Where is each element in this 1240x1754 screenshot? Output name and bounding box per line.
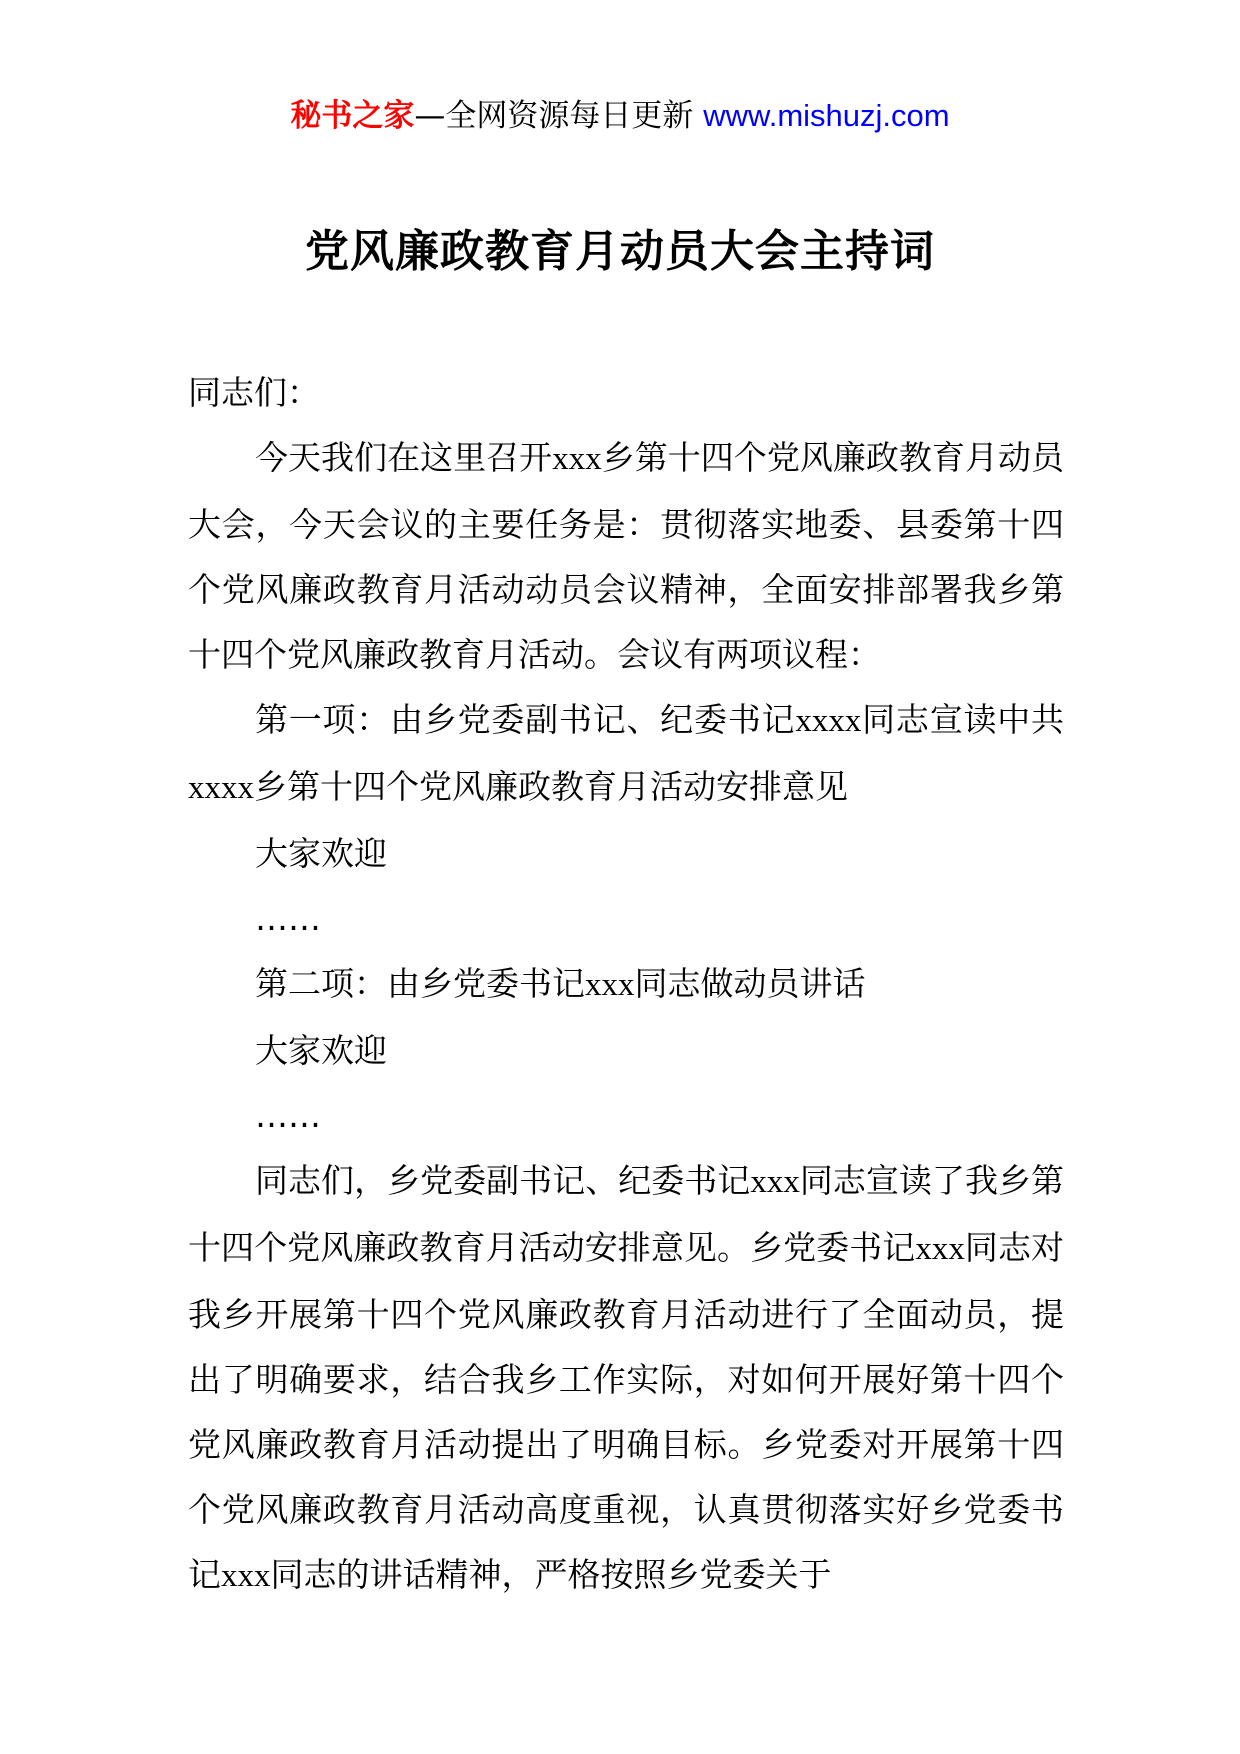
placeholder-text: xxx (585, 967, 635, 1003)
body-paragraph-summary: 同志们，乡党委副书记、纪委书记xxx同志宣读了我乡第十四个党风廉政教育月活动安排意见。乡党委书记xxx同志对我乡开展第十四个党风廉政教育月活动进行了全面动员，提出了明确要求，结合我乡工作实际，对如何开展好第十四个党风廉政教育月活动提出了明确目标。乡党委对开展第十四个党风廉政教育月活动高度重视，认真贯彻落实好乡党委书记xxx同志的讲话精神，严格按照乡党委关于 (188, 1161, 1065, 1594)
agenda-item-two: 第二项：由乡党委书记xxx同志做动员讲话 (255, 964, 866, 1003)
document-title: 党风廉政教育月动员大会主持词 (305, 226, 935, 277)
salutation: 同志们： (188, 373, 320, 412)
placeholder-text: xxxx (795, 703, 862, 739)
placeholder-text: xxx (221, 1558, 271, 1594)
ellipsis-line: …… (255, 899, 321, 938)
site-url-link[interactable]: www.mishuzj.com (703, 98, 950, 133)
agenda-item-one: 第一项：由乡党委副书记、纪委书记xxxx同志宣读中共xxxx乡第十四个党风廉政教育月活动安排意见 (188, 700, 1065, 806)
brand-name: 秘书之家 (290, 98, 415, 134)
body-paragraph-intro: 今天我们在这里召开xxx乡第十四个党风廉政教育月动员大会，今天会议的主要任务是：贯彻落实地委、县委第十四个党风廉政教育月活动动员会议精神，全面安排部署我乡第十四个党风廉政教育月活动。会议有两项议程： (188, 438, 1065, 674)
placeholder-text: xxx (750, 1164, 800, 1200)
site-header (0, 96, 1240, 136)
placeholder-text: xxx (915, 1231, 965, 1267)
applause-line: 大家欢迎 (255, 1031, 387, 1070)
document-body (188, 360, 1064, 1609)
ellipsis-line: …… (255, 1096, 321, 1135)
placeholder-text: xxx (552, 441, 602, 477)
placeholder-text: xxxx (188, 770, 254, 806)
header-tagline: —全网资源每日更新 (414, 98, 694, 134)
applause-line: 大家欢迎 (255, 834, 387, 873)
